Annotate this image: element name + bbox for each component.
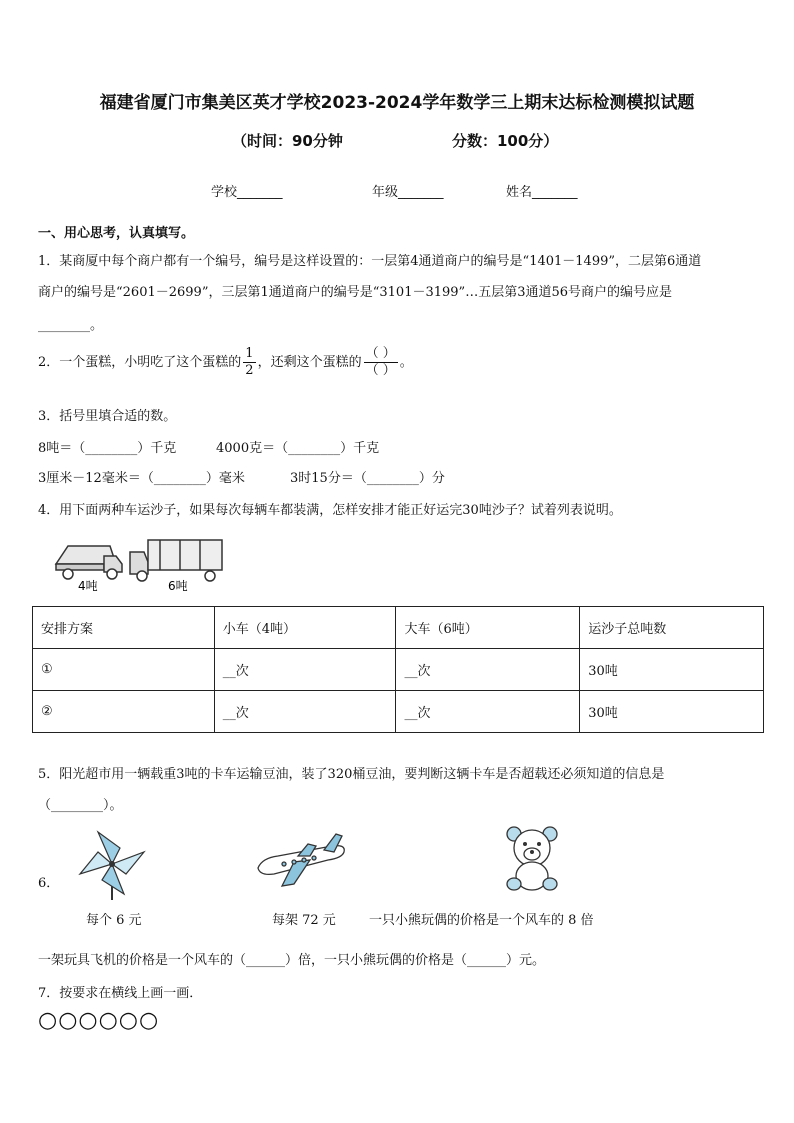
exam-score: 分数：100分） [452, 132, 559, 150]
airplane-caption: 每架 72 元 [272, 913, 336, 928]
table-cell: ① [33, 649, 215, 691]
name-field: 姓名_______ [506, 185, 578, 200]
q6-number: 6． [38, 876, 60, 891]
pinwheel-icon [68, 828, 158, 900]
q3-r1a: 8吨＝（________）千克 [38, 441, 177, 456]
table-header: 运沙子总吨数 [580, 607, 764, 649]
small-truck-label: 4吨 [78, 579, 98, 593]
q3-r2a: 3厘米－12毫米＝（________）毫米 [38, 471, 245, 486]
q5-line1: 5．阳光超市用一辆载重3吨的卡车运输豆油，装了320桶豆油，要判断这辆卡车是否超载还必须知道的信息是 [38, 767, 665, 782]
table-header: 小车（4吨） [214, 607, 396, 649]
trucks-illustration [50, 534, 230, 594]
table-header: 安排方案 [33, 607, 215, 649]
q7-text: 7．按要求在横线上画一画． [38, 986, 203, 1001]
bear-caption: 一只小熊玩偶的价格是一个风车的 8 倍 [369, 913, 594, 928]
section-heading: 一、用心思考，认真填写。 [38, 226, 195, 241]
q1-line1: 1．某商厦中每个商户都有一个编号，编号是这样设置的：一层第4通道商户的编号是“1401－1499”，二层第6通道 [38, 254, 702, 269]
q3-r1b: 4000克＝（________）千克 [216, 441, 380, 456]
q2-blank-den: （ ） [365, 363, 396, 378]
q2-pre: 2．一个蛋糕，小明吃了这个蛋糕的 [38, 355, 242, 370]
q1-line2: 商户的编号是“2601－2699”，三层第1通道商户的编号是“3101－3199”…五层第3通道56号商户的编号应是 [38, 285, 673, 300]
q3-r2b: 3时15分＝（________）分 [290, 471, 445, 486]
q5-line2: （________）。 [38, 798, 123, 813]
q2-frac-num: 1 [245, 346, 254, 361]
circles-row: ○○○○○○ [38, 1008, 160, 1033]
big-truck-label: 6吨 [168, 579, 188, 593]
table-cell: __次 [214, 691, 396, 733]
arrangement-table [32, 606, 764, 733]
airplane-icon [254, 832, 350, 890]
q2-answer-fraction [364, 346, 398, 379]
table-row [33, 691, 764, 733]
q2 [38, 346, 413, 379]
q3-head: 3．括号里填合适的数。 [38, 409, 177, 424]
table-header-row [33, 607, 764, 649]
q4-text: 4．用下面两种车运沙子，如果每次每辆车都装满，怎样安排才能正好运完30吨沙子？试着列表说明。 [38, 503, 622, 518]
q2-blank-num: （ ） [365, 346, 396, 361]
table-row [33, 649, 764, 691]
pinwheel-caption: 每个 6 元 [86, 913, 142, 928]
table-header: 大车（6吨） [396, 607, 580, 649]
table-cell: __次 [214, 649, 396, 691]
table-cell: 30吨 [580, 649, 764, 691]
exam-time: （时间：90分钟 [232, 132, 343, 150]
big-truck-icon [130, 540, 222, 581]
q1-line3: ________。 [38, 318, 104, 333]
small-truck-icon [56, 546, 122, 579]
table-cell: 30吨 [580, 691, 764, 733]
q2-fraction [243, 346, 255, 379]
table-cell: __次 [396, 691, 580, 733]
q2-frac-den: 2 [245, 363, 254, 378]
teddy-bear-icon [500, 824, 564, 894]
table-cell: __次 [396, 649, 580, 691]
school-field: 学校_______ [211, 185, 283, 200]
q6-question: 一架玩具飞机的价格是一个风车的（______）倍，一只小熊玩偶的价格是（______）元。 [38, 953, 546, 968]
q2-post: 。 [399, 355, 413, 370]
q2-mid: ，还剩这个蛋糕的 [257, 355, 362, 370]
grade-field: 年级_______ [372, 185, 444, 200]
exam-title: 福建省厦门市集美区英才学校2023-2024学年数学三上期末达标检测模拟试题 [99, 93, 695, 113]
table-cell: ② [33, 691, 215, 733]
